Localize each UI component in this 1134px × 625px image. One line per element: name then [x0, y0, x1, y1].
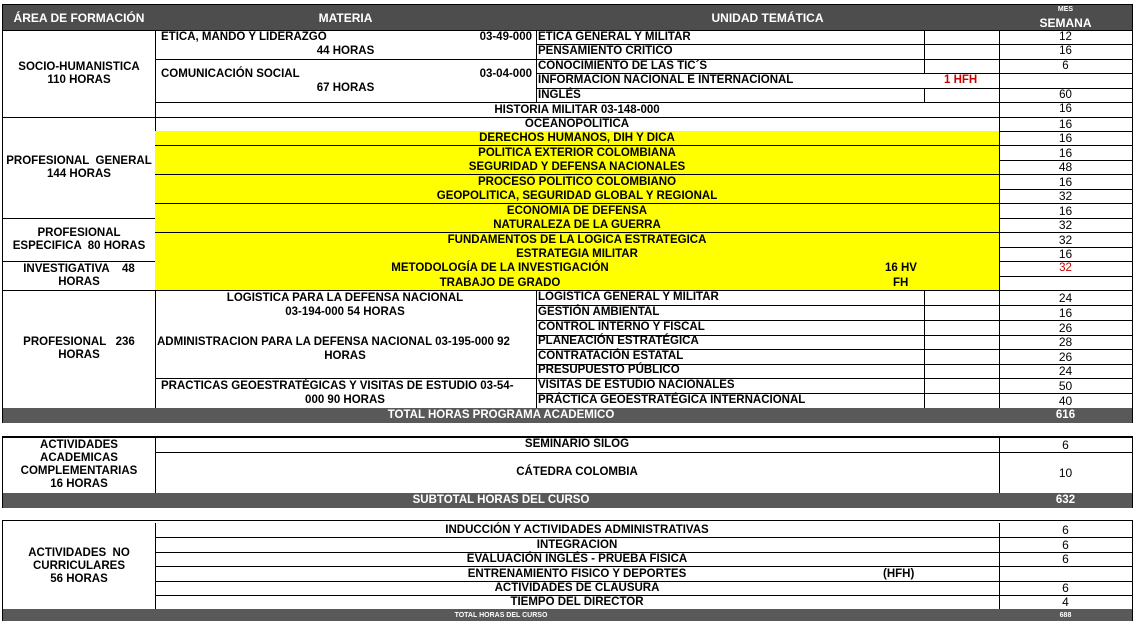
note-cell: [924, 378, 1000, 394]
header-time: [999, 4, 1133, 31]
row-metodologia: [155, 261, 1000, 277]
profesional-row-name: PRESUPUESTO PÚBLICO: [536, 363, 925, 379]
total-curso-label: TOTAL HORAS DEL CURSO: [2, 609, 1000, 621]
row-trabajo-grado: [155, 276, 1000, 291]
materia-etica: [155, 30, 537, 60]
prof-especifica-row-value: 16: [999, 247, 1133, 262]
materia-etica-code: 03-49-000: [479, 31, 532, 43]
prof-general-row-value: 16: [999, 117, 1133, 132]
prof-general-row-name: POLITICA EXTERIOR COLOMBIANA: [155, 146, 1000, 161]
profesional-row-value: 24: [999, 363, 1133, 379]
profesional-row-name: VISITAS DE ESTUDIO NACIONALES: [536, 378, 925, 394]
materia-practicas-name: PRACTICAS GEOESTRATÉGICAS Y VISITAS DE ESTUDIO 03-54-: [161, 380, 514, 392]
header-semana: SEMANA: [1039, 16, 1092, 30]
value-ingles: 60: [999, 88, 1133, 103]
prof-general-row-name: DERECHOS HUMANOS, DIH Y DICA: [155, 131, 1000, 146]
value-metodologia: 32: [999, 261, 1133, 277]
area-no-curriculares: ACTIVIDADES NO CURRICULARES 56 HORAS: [2, 523, 156, 610]
trabajo-grado-note: FH: [893, 277, 909, 289]
value-informacion: [999, 73, 1133, 89]
no-curricular-row-name: INDUCCIÓN Y ACTIVIDADES ADMINISTRATIVAS: [155, 523, 1000, 538]
prof-general-row-value: 16: [999, 175, 1133, 190]
row-seminario: SEMINARIO SILOG: [155, 436, 1000, 453]
profesional-row-name: LOGISTICA GENERAL Y MILITAR: [536, 290, 925, 306]
prof-general-row-value: 48: [999, 160, 1133, 175]
prof-especifica-row-name: FUNDAMENTOS DE LA LOGICA ESTRATEGICA: [155, 233, 1000, 248]
no-curricular-row-name: ACTIVIDADES DE CLAUSURA: [155, 581, 1000, 596]
header-materia: MATERIA: [155, 4, 537, 31]
materia-practicas: [155, 378, 537, 409]
no-curricular-row-note: (HFH): [883, 568, 915, 580]
prof-general-row-name: PROCESO POLITICO COLOMBIANO: [155, 175, 1000, 190]
historia-militar: HISTORIA MILITAR 03-148-000: [155, 102, 1000, 118]
note-informacion: 1 HFH: [924, 73, 1000, 89]
prof-general-row-name: ECONOMIA DE DEFENSA: [155, 204, 1000, 219]
profesional-row-value: 26: [999, 349, 1133, 365]
no-curricular-row-name: ENTRENAMIENTO FISICO Y DEPORTES: [155, 567, 1000, 582]
profesional-row-name: CONTROL INTERNO Y FISCAL: [536, 320, 925, 336]
note-cell: [924, 393, 1000, 409]
no-curricular-row-value: 4: [999, 595, 1133, 610]
profesional-row-value: 40: [999, 393, 1133, 409]
no-curricular-row-value: 6: [999, 523, 1133, 538]
area-profesional-general: PROFESIONAL GENERAL 144 HORAS: [2, 117, 156, 219]
no-curricular-row-value: 6: [999, 581, 1133, 596]
value-trabajo-grado: [999, 276, 1133, 291]
value-catedra: 10: [999, 452, 1133, 494]
no-curricular-row-name: EVALUACIÓN INGLÉS - PRUEBA FISICA: [155, 552, 1000, 567]
materia-comunicacion: [155, 59, 537, 103]
materia-administracion-name: ADMINISTRACION PARA LA DEFENSA NACIONAL 03-195-000 92: [157, 336, 510, 348]
prof-especifica-row-value: 32: [999, 233, 1133, 248]
materia-logistica-code: 03-194-000 54 HORAS: [285, 306, 405, 318]
no-curricular-row-value: 6: [999, 552, 1133, 567]
header-area: ÁREA DE FORMACIÓN: [2, 4, 156, 31]
materia-comunicacion-hours: 67 HORAS: [316, 82, 375, 94]
prof-general-row-value: 32: [999, 189, 1133, 204]
materia-etica-hours: 44 HORAS: [316, 45, 375, 57]
profesional-row-value: 28: [999, 334, 1133, 350]
note-cell: [924, 305, 1000, 321]
subtotal-label: SUBTOTAL HORAS DEL CURSO: [2, 493, 1000, 508]
profesional-row-name: PRÁCTICA GEOESTRATÉGICA INTERNACIONAL: [536, 393, 925, 409]
materia-logistica-name: LOGISTICA PARA LA DEFENSA NACIONAL: [226, 292, 464, 304]
value-seminario: 6: [999, 436, 1133, 453]
prof-general-row-name: SEGURIDAD Y DEFENSA NACIONALES: [155, 160, 1000, 175]
total-programa-value: 616: [999, 408, 1133, 423]
unidad-pensamiento: PENSAMIENTO CRITICO: [536, 44, 925, 60]
prof-especifica-row-name: ESTRATEGIA MILITAR: [155, 247, 1000, 262]
profesional-row-value: 16: [999, 305, 1133, 321]
value-tics: 6: [999, 59, 1133, 74]
profesional-row-name: CONTRATACIÓN ESTATAL: [536, 349, 925, 365]
note-cell: [924, 44, 1000, 60]
prof-general-row-value: 16: [999, 146, 1133, 161]
total-curso-value: 688: [999, 609, 1133, 621]
prof-general-row-name: GEOPOLITICA, SEGURIDAD GLOBAL Y REGIONAL: [155, 189, 1000, 204]
materia-logistica: [155, 290, 537, 320]
profesional-row-value: 24: [999, 290, 1133, 306]
unidad-etica-general: ETICA GENERAL Y MILITAR: [536, 30, 925, 45]
materia-practicas-code: 000 90 HORAS: [305, 394, 385, 406]
unidad-tics: CONOCIMIENTO DE LAS TIC´S: [536, 59, 925, 74]
materia-etica-name: ETICA, MANDO Y LIDERAZGO: [161, 31, 327, 43]
note-cell: [924, 59, 1000, 74]
value-historia: 16: [999, 102, 1133, 118]
no-curricular-row-name: TIEMPO DEL DIRECTOR: [155, 595, 1000, 610]
materia-administracion: [155, 320, 537, 378]
trabajo-grado-name: TRABAJO DE GRADO: [439, 277, 561, 289]
unidad-informacion: INFORMACION NACIONAL E INTERNACIONAL: [536, 73, 925, 89]
note-cell: [924, 30, 1000, 45]
header-unidad: UNIDAD TEMÁTICA: [536, 4, 1000, 31]
unidad-ingles: INGLÉS: [536, 88, 925, 103]
metodologia-name: METODOLOGÍA DE LA INVESTIGACIÓN: [391, 262, 609, 274]
no-curricular-row-name: INTEGRACION: [155, 538, 1000, 553]
profesional-row-name: GESTIÓN AMBIENTAL: [536, 305, 925, 321]
area-socio-humanistica: SOCIO-HUMANISTICA 110 HORAS: [2, 30, 156, 118]
prof-especifica-row-value: 32: [999, 218, 1133, 233]
row-catedra: CÁTEDRA COLOMBIA: [155, 452, 1000, 494]
prof-especifica-row-name: NATURALEZA DE LA GUERRA: [155, 218, 1000, 233]
area-profesional: PROFESIONAL 236 HORAS: [2, 290, 156, 409]
profesional-row-name: PLANEACIÓN ESTRATÉGICA: [536, 334, 925, 350]
value-pensamiento: 16: [999, 44, 1133, 60]
note-cell: [924, 363, 1000, 379]
materia-comunicacion-code: 03-04-000: [479, 68, 532, 80]
no-curricular-row-value: 6: [999, 538, 1133, 553]
value-etica-general: 12: [999, 30, 1133, 45]
prof-general-row-name: OCEANOPOLITICA: [155, 117, 1000, 132]
materia-administracion-hours: HORAS: [324, 350, 366, 362]
prof-general-row-value: 16: [999, 131, 1133, 146]
area-investigativa: INVESTIGATIVA 48 HORAS: [2, 261, 156, 291]
prof-general-row-value: 16: [999, 204, 1133, 219]
metodologia-note: 16 HV: [885, 262, 917, 274]
note-cell: [924, 88, 1000, 103]
profesional-row-value: 50: [999, 378, 1133, 394]
note-cell: [924, 290, 1000, 306]
total-programa-label: TOTAL HORAS PROGRAMA ACADEMICO: [2, 408, 1000, 423]
header-mes: MES: [1057, 6, 1074, 13]
area-profesional-especifica: PROFESIONAL ESPECIFICA 80 HORAS: [2, 218, 156, 262]
profesional-row-value: 26: [999, 320, 1133, 336]
no-curricular-row-value: [999, 567, 1133, 582]
materia-comunicacion-name: COMUNICACIÓN SOCIAL: [161, 68, 300, 80]
note-cell: [924, 334, 1000, 350]
subtotal-value: 632: [999, 493, 1133, 508]
area-complementarias: ACTIVIDADES ACADEMICAS COMPLEMENTARIAS 16 HORAS: [2, 436, 156, 494]
